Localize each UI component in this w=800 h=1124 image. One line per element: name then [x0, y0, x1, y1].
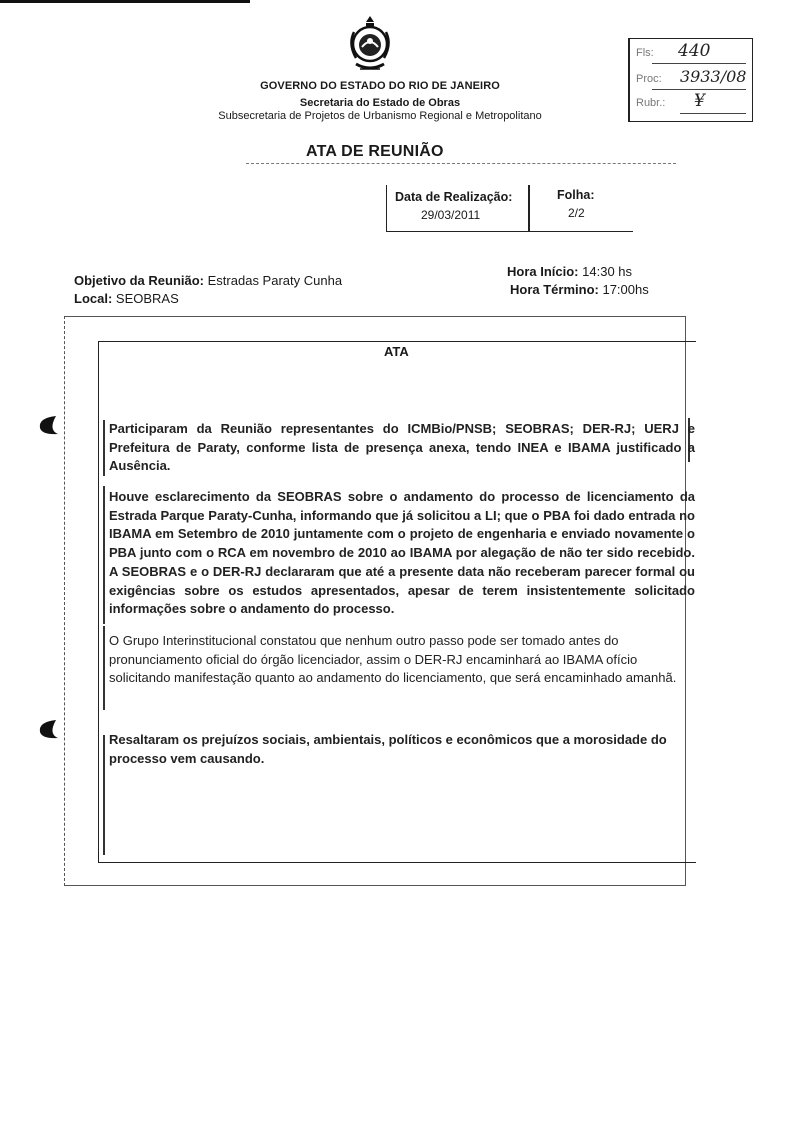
paragraph-impacts: Resaltaram os prejuízos sociais, ambientais, políticos e econômicos que a morosidade do processo vem causando.	[109, 732, 667, 766]
start-time-value: 14:30 hs	[582, 264, 633, 279]
start-time-label: Hora Início:	[507, 264, 579, 279]
government-name: GOVERNO DO ESTADO DO RIO DE JANEIRO	[260, 80, 500, 92]
stamp-proc-label: Proc:	[636, 73, 662, 85]
scan-edge-line	[0, 0, 250, 3]
date-label: Data de Realização:	[395, 190, 513, 204]
end-time-line	[510, 282, 649, 297]
stamp-rubr-label: Rubr.:	[636, 97, 666, 109]
paragraph-licensing-status: Houve esclarecimento da SEOBRAS sobre o andamento do processo de licenciamento da Estrada Parque Paraty-Cunha, informando que já solicitou a LI; que o PBA foi dado entrada no IBAMA em Setembro de 2010 juntamente com o projeto de engenharia e enviado novamente o PBA junto com o RCA em novembro de 2010 ao IBAMA por alegação de não ter sido recebido. A SEOBRAS e o DER-RJ declararam que até a presente data não receberam parecer formal ou exigências sobre os estudos apresentados, apesar de terem insistentemente solicitado informações sobre o andamento do processo.	[109, 489, 695, 617]
coat-of-arms-icon	[340, 14, 400, 76]
stamp-fls-label: Fls:	[636, 47, 654, 59]
end-time-value: 17:00hs	[602, 282, 649, 297]
ata-section-label: ATA	[384, 344, 409, 359]
location-line	[74, 291, 179, 306]
paragraph-participants: Participaram da Reunião representantes do ICMBio/PNSB; SEOBRAS; DER-RJ; UERJ e Prefeitura de Paraty, conforme lista de presença anexa, tendo INEA e IBAMA justificado a Ausência.	[109, 421, 695, 474]
objective-line	[74, 273, 342, 288]
protocol-stamp	[628, 38, 753, 122]
location-value: SEOBRAS	[115, 291, 179, 306]
secretariat-name: Secretaria do Estado de Obras	[299, 97, 461, 109]
punch-mark-icon	[34, 718, 64, 740]
title-dashed-rule	[246, 163, 676, 164]
objective-label: Objetivo da Reunião:	[74, 273, 205, 288]
start-time-line	[507, 264, 632, 279]
stamp-proc-value: 3933/08	[680, 67, 747, 86]
objective-value: Estradas Paraty Cunha	[207, 273, 343, 288]
paragraph-next-steps: O Grupo Interinstitucional constatou que nenhum outro passo pode ser tomado antes do pronunciamento oficial do órgão licenciador, assim o DER-RJ encaminhará ao IBAMA ofício solicitando manifestação quanto ao andamento do licenciamento, que será encaminhado amanhã.	[109, 633, 677, 686]
document-title: ATA DE REUNIÃO	[306, 143, 444, 160]
subsecretariat-name: Subsecretaria de Projetos de Urbanismo Regional e Metropolitano	[218, 110, 542, 122]
sheet-label: Folha:	[557, 188, 595, 202]
stamp-fls-value: 440	[678, 41, 711, 61]
sheet-value: 2/2	[568, 206, 585, 220]
punch-mark-icon	[34, 414, 64, 436]
date-sheet-table	[386, 185, 633, 232]
stamp-rubr-signature: ¥	[694, 91, 705, 111]
location-label: Local:	[74, 291, 113, 306]
end-time-label: Hora Término:	[510, 282, 599, 297]
date-value: 29/03/2011	[421, 208, 481, 222]
